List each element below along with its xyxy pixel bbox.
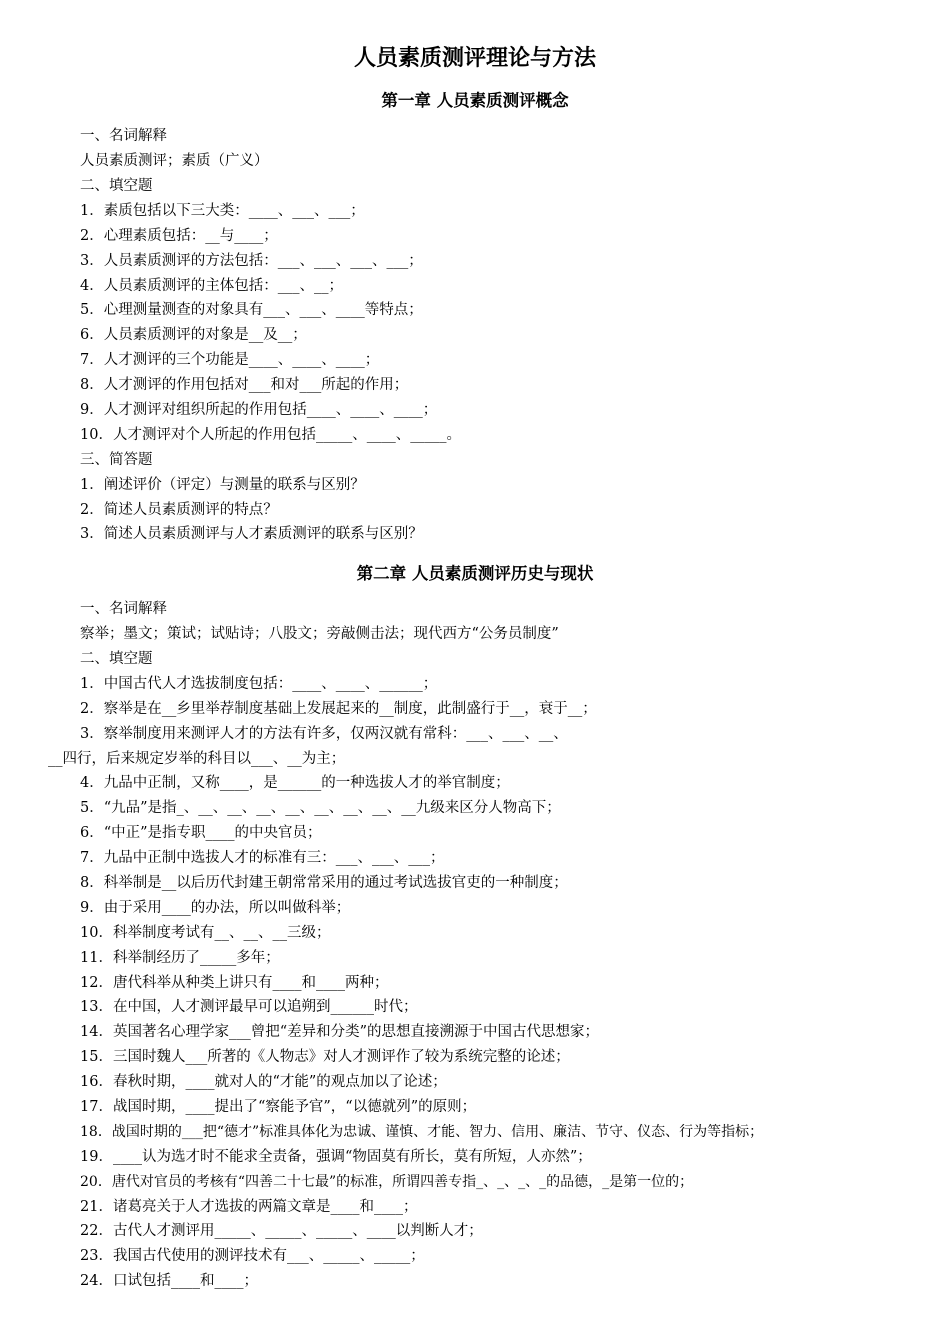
c1-line-1: 人员素质测评；素质（广义） (80, 153, 269, 169)
c2-line-11: 8．科举制是__以后历代封建王朝常常采用的通过考试选拔官吏的一种制度； (80, 875, 568, 891)
c2-line-16: 13．在中国，人才测评最早可以追朔到______时代； (80, 999, 418, 1015)
c1-line-4: 2．心理素质包括：__与____； (80, 228, 278, 244)
c2-line-26: 23．我国古代使用的测评技术有___、_____、_____； (80, 1248, 425, 1264)
c2-line-23: 20．唐代对官员的考核有“四善二十七最”的标准，所谓四善专指_、_、_、_的品德，_是第一位的； (80, 1174, 694, 1190)
c2-line-20: 17．战国时期，____提出了“察能予官”，“以德就列”的原则； (80, 1099, 477, 1115)
c1-line-9: 7．人才测评的三个功能是____、____、____； (80, 352, 380, 368)
c2-line-19: 16．春秋时期，____就对人的“才能”的观点加以了论述； (80, 1074, 447, 1090)
c1-line-3: 1．素质包括以下三大类：____、___、___； (80, 203, 365, 219)
c2-line-24: 21．诸葛亮关于人才选拔的两篇文章是____和____； (80, 1199, 418, 1215)
c2-line-18: 15．三国时魏人___所著的《人物志》对人才测评作了较为系统完整的论述； (80, 1049, 570, 1065)
c2-line-0: 一、名词解释 (80, 601, 167, 617)
c1-line-14: 1．阐述评价（评定）与测量的联系与区别？ (80, 477, 365, 493)
c1-line-2: 二、填空题 (80, 178, 153, 194)
c1-line-7: 5．心理测量测查的对象具有___、___、____等特点； (80, 302, 423, 318)
c2-line-8: 5．“九品”是指_、__、__、__、__、__、__、__、__九级来区分人物高下； (80, 800, 561, 816)
c1-line-10: 8．人才测评的作用包括对___和对___所起的作用； (80, 377, 409, 393)
chapter-1-title: 第一章 人员素质测评概念 (381, 91, 569, 110)
c1-line-11: 9．人才测评对组织所起的作用包括____、____、____； (80, 402, 438, 418)
c2-line-12: 9．由于采用____的办法，所以叫做科举； (80, 900, 351, 916)
c1-line-13: 三、简答题 (80, 452, 153, 468)
c1-line-8: 6．人员素质测评的对象是__及__； (80, 327, 307, 343)
c2-line-21: 18．战国时期的___把“德才”标准具体化为忠诚、谨慎、才能、智力、信用、廉洁、节守、仪态、行为等指标； (80, 1124, 764, 1140)
c1-line-12: 10．人才测评对个人所起的作用包括_____、____、_____。 (80, 427, 461, 443)
c1-line-15: 2．简述人员素质测评的特点？ (80, 502, 278, 518)
c2-line-3: 1．中国古代人才选拔制度包括：____、____、______； (80, 676, 438, 692)
c2-line-25: 22．古代人才测评用_____、_____、_____、____以判断人才； (80, 1223, 483, 1239)
c2-line-9: 6．“中正”是指专职____的中央官员； (80, 825, 322, 841)
c2-line-1: 察举；墨文；策试；试贴诗；八股文；旁敲侧击法；现代西方“公务员制度” (80, 626, 559, 642)
c1-line-0: 一、名词解释 (80, 128, 167, 144)
c2-line-10: 7．九品中正制中选拔人才的标准有三：___、___、___； (80, 850, 445, 866)
c1-line-6: 4．人员素质测评的主体包括：___、__； (80, 278, 343, 294)
c2-line-7: 4．九品中正制，又称____，是______的一种选拔人才的举官制度； (80, 775, 510, 791)
c2-line-15: 12．唐代科举从种类上讲只有____和____两种； (80, 975, 389, 991)
c2-line-6: __四行，后来规定岁举的科目以___、__为主； (48, 751, 346, 767)
chapter-2-title: 第二章 人员素质测评历史与现状 (356, 564, 594, 583)
c2-line-5: 3．察举制度用来测评人才的方法有许多，仅两汉就有常科：___、___、__、 (80, 726, 568, 742)
c2-line-13: 10．科举制度考试有__、__、__三级； (80, 925, 331, 941)
c2-line-27: 24．口试包括____和____； (80, 1273, 258, 1289)
c1-line-5: 3．人员素质测评的方法包括：___、___、___、___； (80, 253, 423, 269)
c2-line-4: 2．察举是在__乡里举荐制度基础上发展起来的__制度，此制盛行于__，衰于__； (80, 701, 597, 717)
c2-line-17: 14．英国著名心理学家___曾把“差异和分类”的思想直接溯源于中国古代思想家； (80, 1024, 600, 1040)
c2-line-14: 11．科举制经历了_____多年； (80, 950, 280, 966)
document-title: 人员素质测评理论与方法 (353, 46, 596, 71)
c1-line-16: 3．简述人员素质测评与人才素质测评的联系与区别？ (80, 526, 423, 542)
c2-line-2: 二、填空题 (80, 651, 153, 667)
c2-line-22: 19．____认为选才时不能求全责备，强调“物固莫有所长，莫有所短，人亦然”； (80, 1149, 592, 1165)
